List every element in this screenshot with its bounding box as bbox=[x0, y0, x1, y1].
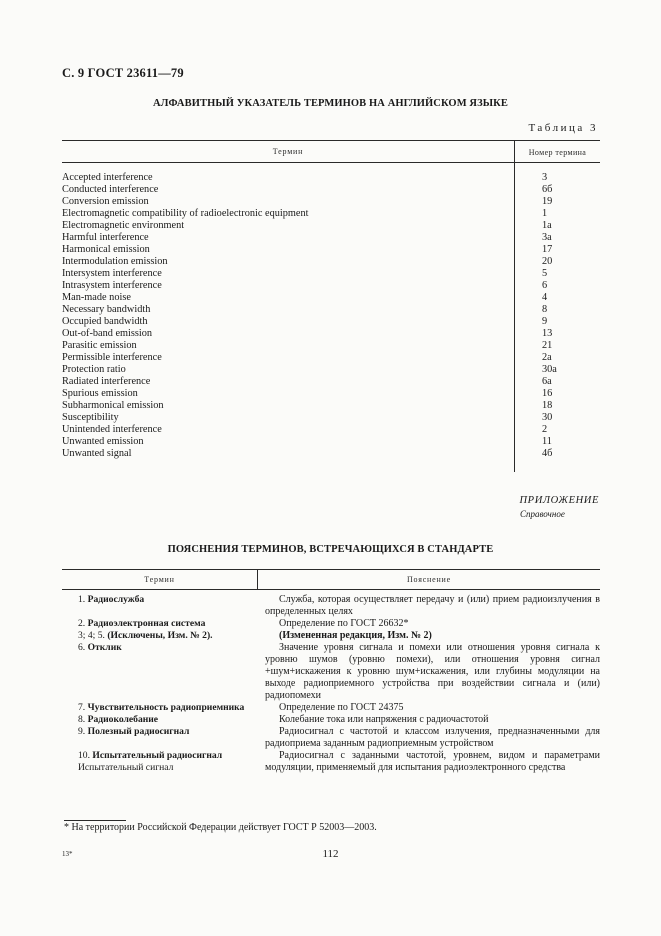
explanation-term-number: 3; 4; 5. bbox=[78, 630, 105, 641]
explanation-term-number: 6. bbox=[78, 642, 86, 653]
explanation-term bbox=[78, 714, 263, 726]
term-english: Radiated interference bbox=[62, 376, 151, 387]
term-number: 20 bbox=[542, 256, 553, 267]
term-number: 2а bbox=[542, 352, 552, 363]
term-number: 1а bbox=[542, 220, 552, 231]
table-row bbox=[62, 412, 602, 424]
explanation-term-number: 10. bbox=[78, 750, 90, 761]
table-row bbox=[62, 400, 602, 412]
term-english: Intrasystem interference bbox=[62, 280, 162, 291]
footnote: * На территории Российской Федерации действует ГОСТ Р 52003—2003. bbox=[64, 822, 377, 833]
term-number: 8 bbox=[542, 304, 548, 315]
explanation-row bbox=[62, 594, 600, 618]
table-row bbox=[62, 448, 602, 460]
table-row bbox=[62, 232, 602, 244]
table-exp-body bbox=[62, 594, 600, 774]
term-english: Conducted interference bbox=[62, 184, 159, 195]
table-exp-col-explanation: Пояснение bbox=[406, 575, 451, 584]
table-row bbox=[62, 256, 602, 268]
explanation-term-number: 1. bbox=[78, 594, 86, 605]
term-number: 4б bbox=[542, 448, 553, 459]
explanation-term-number: 7. bbox=[78, 702, 86, 713]
table-exp-col-term: Термин bbox=[144, 575, 175, 584]
explanation-row bbox=[62, 750, 600, 774]
term-english: Unintended interference bbox=[62, 424, 162, 435]
table-row bbox=[62, 208, 602, 220]
table-row bbox=[62, 424, 602, 436]
term-english: Out-of-band emission bbox=[62, 328, 153, 339]
explanation-text: Определение по ГОСТ 26632* bbox=[279, 618, 409, 629]
explanation-term bbox=[78, 702, 263, 714]
term-number: 9 bbox=[542, 316, 548, 327]
explanation-term-synonym: Испытательный сигнал bbox=[78, 762, 174, 773]
term-english: Subharmonical emission bbox=[62, 400, 164, 411]
term-number: 17 bbox=[542, 244, 553, 255]
table-row bbox=[62, 304, 602, 316]
term-english: Harmful interference bbox=[62, 232, 149, 243]
term-english: Occupied bandwidth bbox=[62, 316, 148, 327]
explanation-text: (Измененная редакция, Изм. № 2) bbox=[279, 630, 432, 641]
explanation-row bbox=[62, 714, 600, 726]
term-number: 18 bbox=[542, 400, 553, 411]
term-number: 30 bbox=[542, 412, 553, 423]
explanation-term bbox=[78, 618, 263, 630]
table-row bbox=[62, 364, 602, 376]
term-english: Permissible interference bbox=[62, 352, 162, 363]
table-row bbox=[62, 184, 602, 196]
explanation-term bbox=[78, 630, 263, 642]
explanation-term-name: Радиоколебание bbox=[87, 714, 159, 725]
term-english: Man-made noise bbox=[62, 292, 131, 303]
explanation-term-name: Отклик bbox=[87, 642, 122, 653]
term-english: Parasitic emission bbox=[62, 340, 137, 351]
explanation-text: Служба, которая осуществляет передачу и (или) прием радиоизлучения в определенных целях bbox=[265, 594, 600, 617]
term-number: 1 bbox=[542, 208, 548, 219]
explanation-text: Радиосигнал с заданными частотой, уровнем, видом и параметрами модуляции, применяемый для испытания радиоэлектронного средства bbox=[265, 750, 600, 773]
term-number: 19 bbox=[542, 196, 553, 207]
term-english: Necessary bandwidth bbox=[62, 304, 151, 315]
term-english: Spurious emission bbox=[62, 388, 138, 399]
appendix-sublabel: Справочное bbox=[520, 509, 565, 519]
term-english: Harmonical emission bbox=[62, 244, 150, 255]
term-number: 6б bbox=[542, 184, 553, 195]
term-english: Susceptibility bbox=[62, 412, 119, 423]
explanation-text: Значение уровня сигнала и помехи или отношения уровня сигнала к уровню шумов (уровню помехи), или отношения уровня сигнал +шум+искажения к уровню шум+искажения, или глубины модуляции на выходе радиоприемного устройства при воздействии сигнала и (или) радиопомехи bbox=[265, 642, 600, 701]
explanation-text: Определение по ГОСТ 24375 bbox=[279, 702, 404, 713]
term-number: 16 bbox=[542, 388, 553, 399]
explanation-row bbox=[62, 726, 600, 750]
term-number: 6 bbox=[542, 280, 548, 291]
explanation-term-number: 2. bbox=[78, 618, 86, 629]
explanation-row bbox=[62, 642, 600, 702]
table-row bbox=[62, 220, 602, 232]
explanation-term bbox=[78, 594, 263, 606]
table-row bbox=[62, 244, 602, 256]
term-number: 21 bbox=[542, 340, 553, 351]
explanation-term bbox=[78, 726, 263, 738]
term-number: 3 bbox=[542, 172, 548, 183]
explanation-text: Колебание тока или напряжения с радиочастотой bbox=[279, 714, 489, 725]
table-row bbox=[62, 172, 602, 184]
explanation-text: Радиосигнал с частотой и классом излучения, предназначенными для радиоприема заданным радиоприемным устройством bbox=[265, 726, 600, 749]
table-label: Таблица 3 bbox=[528, 122, 598, 134]
table-row bbox=[62, 340, 602, 352]
table-exp-top-rule bbox=[62, 569, 600, 570]
explanation-term bbox=[78, 750, 263, 774]
term-number: 13 bbox=[542, 328, 553, 339]
table-row bbox=[62, 352, 602, 364]
explanation-term-name: Радиослужба bbox=[87, 594, 145, 605]
page-header: С. 9 ГОСТ 23611—79 bbox=[62, 66, 184, 80]
table-exp-header-rule bbox=[62, 589, 600, 590]
table-row bbox=[62, 316, 602, 328]
explanation-term-number: 8. bbox=[78, 714, 86, 725]
term-number: 11 bbox=[542, 436, 552, 447]
explanation-term-name: Радиоэлектронная система bbox=[87, 618, 206, 629]
explanation-term-name: Испытательный радиосигнал bbox=[92, 750, 223, 761]
print-signature: 13* bbox=[62, 850, 73, 858]
term-english: Intersystem interference bbox=[62, 268, 162, 279]
explanation-term-name: (Исключены, Изм. № 2). bbox=[107, 630, 213, 641]
term-number: 3а bbox=[542, 232, 552, 243]
term-number: 2 bbox=[542, 424, 548, 435]
table3-header-rule bbox=[62, 162, 600, 163]
explanation-row bbox=[62, 618, 600, 630]
table-row bbox=[62, 328, 602, 340]
term-english: Intermodulation emission bbox=[62, 256, 168, 267]
explanation-term bbox=[78, 642, 263, 654]
table-row bbox=[62, 376, 602, 388]
term-english: Conversion emission bbox=[62, 196, 149, 207]
table-row bbox=[62, 196, 602, 208]
explanation-term-number: 9. bbox=[78, 726, 86, 737]
section1-title: АЛФАВИТНЫЙ УКАЗАТЕЛЬ ТЕРМИНОВ НА АНГЛИЙСКОМ ЯЗЫКЕ bbox=[153, 98, 508, 109]
table3-col-term: Термин bbox=[272, 147, 304, 156]
term-english: Electromagnetic compatibility of radioelectronic equipment bbox=[62, 208, 309, 219]
page-number: 112 bbox=[322, 848, 339, 860]
term-english: Electromagnetic environment bbox=[62, 220, 185, 231]
footnote-rule bbox=[64, 820, 126, 821]
table3-top-rule bbox=[62, 140, 600, 141]
table3-body bbox=[62, 172, 602, 460]
table-row bbox=[62, 280, 602, 292]
term-english: Protection ratio bbox=[62, 364, 126, 375]
term-english: Unwanted emission bbox=[62, 436, 144, 447]
appendix-label: ПРИЛОЖЕНИЕ bbox=[519, 495, 599, 506]
term-number: 5 bbox=[542, 268, 548, 279]
explanation-row bbox=[62, 702, 600, 714]
explanation-term-name: Чувствительность радиоприемника bbox=[87, 702, 245, 713]
explanation-row bbox=[62, 630, 600, 642]
explanation-term-name: Полезный радиосигнал bbox=[87, 726, 190, 737]
table3-col-number: Номер термина bbox=[528, 148, 587, 157]
table-row bbox=[62, 292, 602, 304]
term-english: Unwanted signal bbox=[62, 448, 132, 459]
table-row bbox=[62, 388, 602, 400]
term-number: 6а bbox=[542, 376, 552, 387]
table-row bbox=[62, 268, 602, 280]
table-row bbox=[62, 436, 602, 448]
term-english: Accepted interference bbox=[62, 172, 153, 183]
term-number: 30а bbox=[542, 364, 557, 375]
term-number: 4 bbox=[542, 292, 548, 303]
section2-title: ПОЯСНЕНИЯ ТЕРМИНОВ, ВСТРЕЧАЮЩИХСЯ В СТАНДАРТЕ bbox=[167, 544, 494, 555]
